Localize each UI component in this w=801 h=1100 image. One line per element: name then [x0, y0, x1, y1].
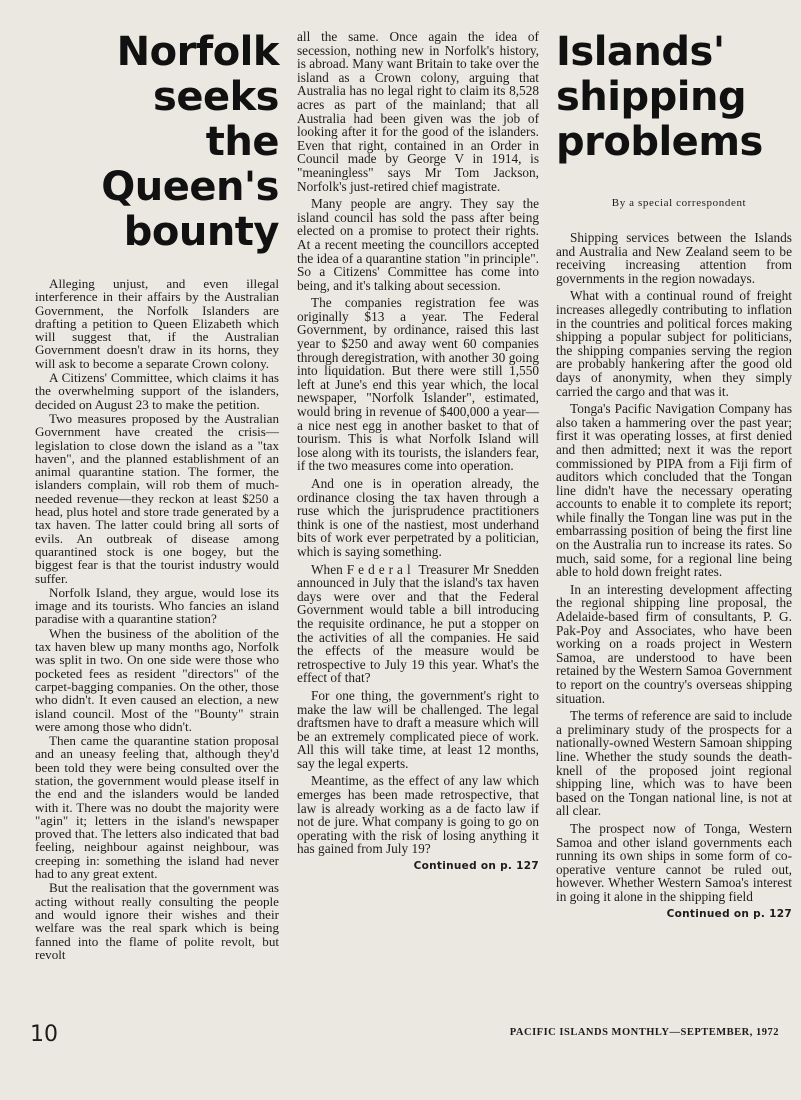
article-norfolk-column-1	[35, 30, 279, 962]
paragraph: Norfolk Island, they argue, would lose its image and its tourists. Who fancies an island paradise with a quarantine station?	[35, 584, 279, 627]
paragraph: The prospect now of Tonga, Western Samoa and other island governments each running its own ships in some form of co-operative venture cannot be ruled out, however. Whether Western Samoa's interest in going it alone in the shipping field	[556, 820, 792, 904]
paragraph: The companies registration fee was originally $13 a year. The Federal Government, by ordinance, raised this last year to $250 and away went 60 companies through deregistration, with another 30 going into liquidation. But there were still 1,550 left at June's end this year which, the local newspaper, "Norfolk Islander", estimated, would bring in revenue of $400,000 a year—a nice nest egg in another basket to that of tourism. This is what Norfolk Island will lose along with its tourists, the islanders fear, if the two measures come into operation.	[297, 295, 539, 474]
paragraph: Tonga's Pacific Navigation Company has also taken a hammering over the past year; first it was operating losses, at first denied and then admitted; next it was the report commissioned by PIPA from a Fiji firm of auditors which concluded that the Tongan line didn't have the necessary operating accounts to enable it to complete its report; while finally the Tongan line was put in the embarrassing position of being the first line on the Australia run to increase its rates. So much, said some, for a regional line being able to hold down freight rates.	[556, 401, 792, 580]
paragraph: Then came the quarantine station proposal and an uneasy feeling that, although they'd been told they were being consulted over the station, the government would please itself in the end and the islanders would be landed with it. There was no doubt the majority were "agin" it; letters in the island's newspaper proved that. The letters also indicated that bad feeling, neighbour against neighbour, was creeping in: something the island had never had to any great extent.	[35, 733, 279, 882]
paragraph: The terms of reference are said to include a preliminary study of the prospects for a nationally-owned Western Samoan shipping line. Whether the study sounds the death-knell of the proposed joint regional shipping line, which was to have been based on the Tongan national line, is not at all clear.	[556, 708, 792, 819]
article-norfolk-column-2	[297, 30, 539, 872]
paragraph: A Citizens' Committee, which claims it has the overwhelming support of the islanders, decided on August 23 to make the petition.	[35, 370, 279, 412]
headline-line: problems	[556, 119, 763, 165]
paragraph: In an interesting development affecting the regional shipping line proposal, the Adelaide-based firm of consultants, P. G. Pak-Poy and Associates, who have been working on a roads project in Western Samoa, are understood to have been retained by the Western Samoa Government to report on the country's overseas shipping situation.	[556, 581, 792, 706]
headline-shipping	[556, 30, 792, 165]
paragraph: all the same. Once again the idea of secession, nothing new in Norfolk's history, is abroad. Many want Britain to take over the island as a Crown colony, arguing that Australia has no legal right to claim its 8,528 acres as part of the mainland; that all Australia had been given was the job of looking after it for the good of the islanders. Even that right, contained in an Order in Council made by George V in 1914, is "meaningless" says Mr Tom Jackson, Norfolk's just-retired chief magistrate.	[297, 29, 539, 194]
paragraph: Many people are angry. They say the island council has sold the pass after being elected on a promise to protect their rights. At a recent meeting the councillors accepted the idea of a quarantine station "in principle". So a Citizens' Committee has come into being, and it's talking about secession.	[297, 196, 539, 293]
paragraph: When the business of the abolition of the tax haven blew up many months ago, Norfolk was split in two. On one side were those who pocketed fees as resident "directors" of the carpet-bagging companies. On the other, those who didn't. It even caused an election, a new island council. Most of the "Bounty" strain were among those who didn't.	[35, 625, 279, 734]
paragraph-text: When	[311, 561, 347, 577]
headline-line: the Queen's	[101, 119, 279, 210]
paragraph: But the realisation that the government was acting without really consulting the people and would ignore their wishes and their welfare was the real spark which is being fanned into the flame of polite revolt, but revolt	[35, 880, 279, 962]
headline-line: bounty	[123, 209, 279, 255]
headline-line: Norfolk seeks	[116, 29, 279, 120]
paragraph: Meantime, as the effect of any law which emerges has been made retrospective, that law is already working as a de facto law if not de jure. What company is going to go on operating with the risk of losing anything it has gained from July 19?	[297, 773, 539, 857]
continued-note: Continued on p. 127	[413, 860, 539, 873]
article-shipping-column	[556, 30, 792, 920]
paragraph: For one thing, the government's right to make the law will be challenged. The legal draftsmen have to draft a measure which will be an extremely complicated piece of work. All this will take time, at least 12 months, say the legal experts.	[297, 687, 539, 771]
byline: By a special correspondent	[611, 197, 747, 209]
paragraph: Alleging unjust, and even illegal interference in their affairs by the Australian Government, the Norfolk Islanders are drafting a petition to Queen Elizabeth which will suggest that, if the Australian Government doesn't draw in its horns, they will ask to become a separate Crown colony.	[35, 276, 279, 371]
page-number: 10	[30, 1022, 58, 1047]
paragraph	[297, 563, 539, 685]
publication-footer: PACIFIC ISLANDS MONTHLY—SEPTEMBER, 1972	[509, 1027, 779, 1038]
paragraph: Shipping services between the Islands and Australia and New Zealand seem to be receiving increasing attention from governments in the region nowadays.	[556, 230, 792, 286]
paragraph: And one is in operation already, the ordinance closing the tax haven through a ruse which the jurisprudence practitioners think is one of the nastiest, most underhand bits of work ever perpetrated by a politician, which is saying something.	[297, 476, 539, 559]
headline-norfolk	[35, 30, 279, 255]
headline-line: Islands'	[556, 29, 725, 75]
headline-line: shipping	[556, 74, 747, 120]
spaced-word: Federal	[346, 561, 415, 577]
paragraph: Two measures proposed by the Australian Government have created the crisis—legislation to close down the island as a "tax haven", and the planned establishment of an animal quarantine station. The former, the islanders complain, will rob them of much-needed revenue—they reckon at least $250 a head, plus hotel and store trade generated by a tax haven. The latter could bring all sorts of evils. An outbreak of disease among quarantined stock is one bogey, but the biggest fear is that the tourist industry would suffer.	[35, 410, 279, 586]
paragraph-text: Treasurer Mr Snedden announced in July that the island's tax haven days were over and that the Federal Government would table a bill introducing the requisite ordinance, he put a stopper on the activities of all the companies. He said the effects of the measure would be retrospective to July 19 this year. What's the effect of that?	[297, 561, 539, 686]
continued-note: Continued on p. 127	[666, 907, 792, 920]
paragraph: What with a continual round of freight increases allegedly contributing to inflation in the countries and political forces making shipping a popular subject for politicians, the shipping companies serving the region are probably hankering after the good old days of anonymity, when they simply carried the cargo and that was it.	[556, 288, 792, 399]
